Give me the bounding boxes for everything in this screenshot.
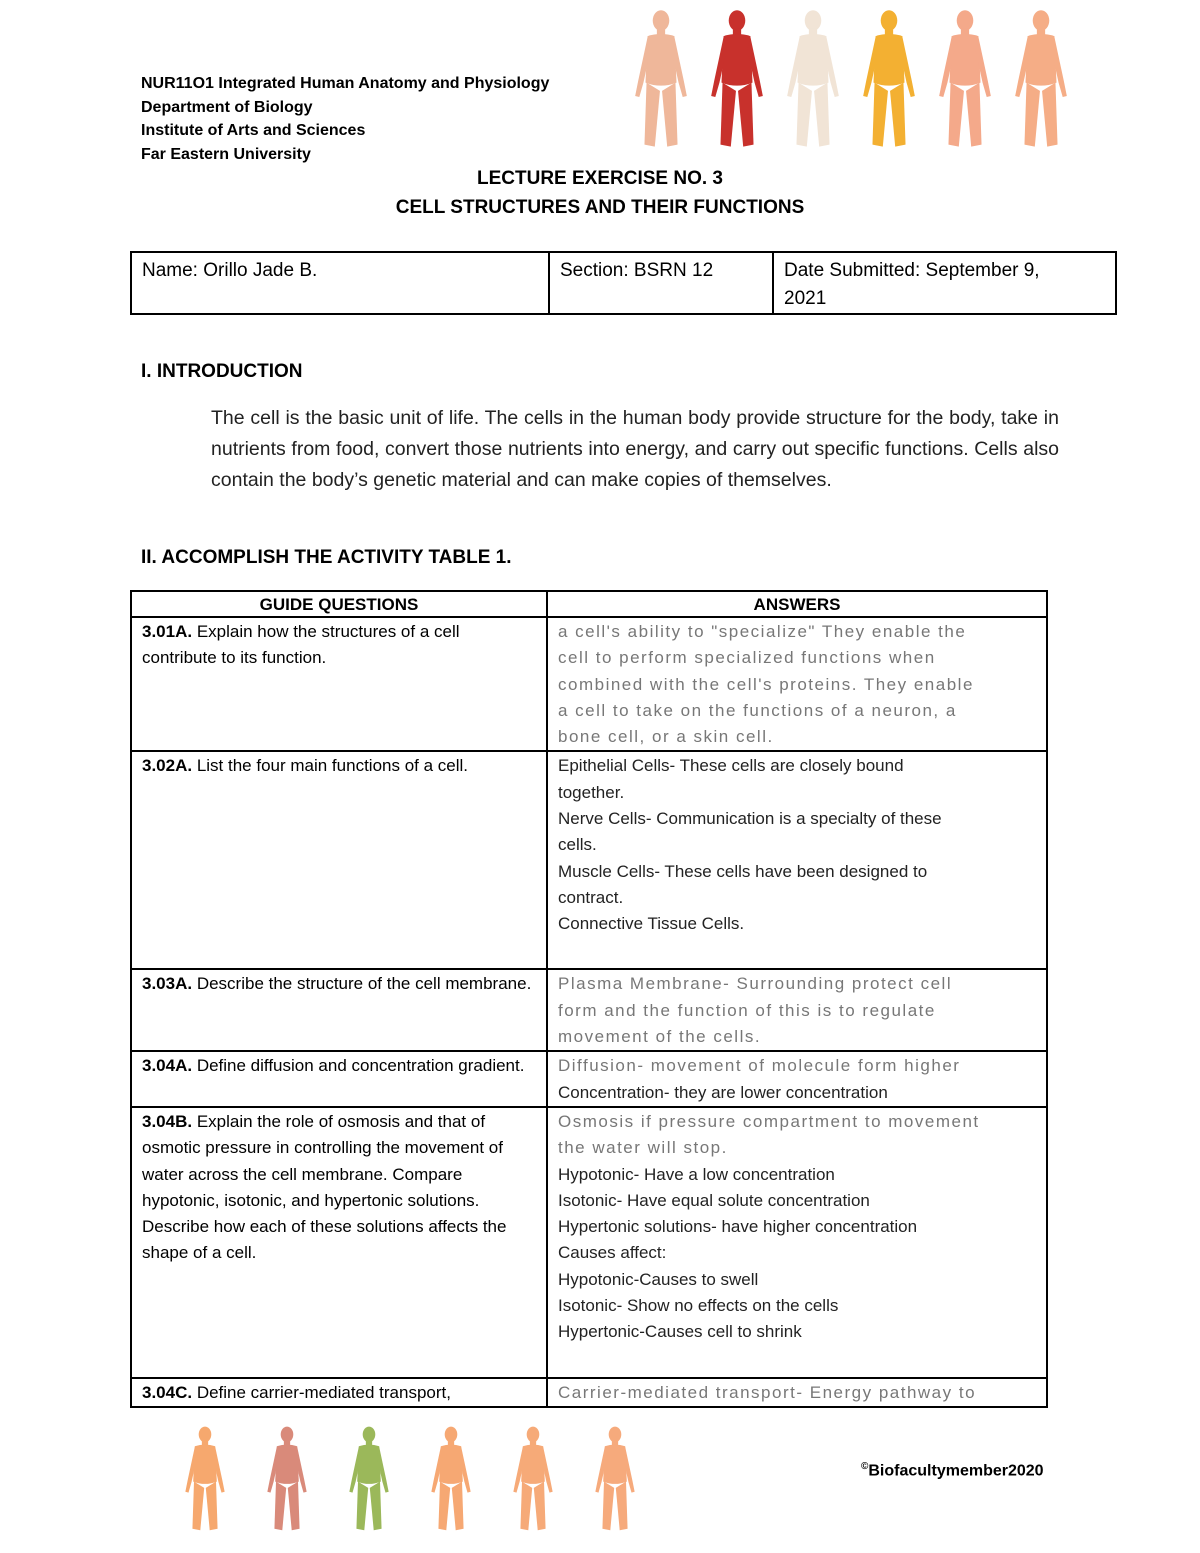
introduction-text: The cell is the basic unit of life. The cells in the human body provide structure for the body, take in nutrients from food, convert those nutrients into energy, and carry out specific functions. Cells also contain the body’s genetic material and can make copies of themselves. [211, 407, 1059, 491]
respiratory-system-figure-icon [1010, 8, 1072, 153]
course-title: NUR11O1 Integrated Human Anatomy and Physiology [141, 75, 550, 92]
university: Far Eastern University [141, 145, 311, 163]
answer-line: Carrier-mediated transport- Energy pathway to [558, 1382, 977, 1402]
question-id: 3.02A. [142, 756, 193, 776]
student-info-table [130, 251, 1117, 315]
answer-line: Connective Tissue Cells. [558, 914, 745, 934]
date-submitted [773, 252, 1116, 314]
institute: Institute of Arts and Sciences [141, 122, 366, 139]
question-text: Explain how the structures of a cell contribute to its function. [142, 622, 460, 668]
answer-line: Isotonic- Show no effects on the cells [558, 1296, 839, 1316]
question-id: 3.03A. [142, 974, 193, 994]
answer-line: bone cell, or a skin cell. [558, 727, 774, 747]
questions-column-header: GUIDE QUESTIONS [131, 591, 547, 617]
question-text: Define carrier-mediated transport, [192, 1382, 451, 1402]
skeletal-system-figure-icon [782, 8, 844, 153]
course-header [141, 72, 549, 166]
answer-cell [547, 1051, 1047, 1107]
answer-line: the water will stop. [558, 1138, 728, 1158]
question-cell [131, 617, 547, 751]
date-line-1: Date Submitted: September 9, [784, 260, 1040, 281]
table-row [131, 1051, 1047, 1107]
table-row [131, 751, 1047, 969]
lymphatic-system-figure-icon [334, 1425, 404, 1535]
table-row [131, 969, 1047, 1051]
copyright-symbol: © [861, 1461, 869, 1472]
introduction-heading: I. INTRODUCTION [141, 361, 303, 382]
answer-line: Diffusion- movement of molecule form higher [558, 1056, 961, 1076]
digestive-system-figure-icon [934, 8, 996, 153]
answer-cell [547, 751, 1047, 969]
answer-line: a cell's ability to "specialize" They enable the [558, 622, 967, 641]
urinary-system-figure-icon [416, 1425, 486, 1535]
question-id: 3.04C. [142, 1382, 193, 1402]
answer-line: Hypertonic-Causes cell to shrink [558, 1322, 802, 1342]
answer-line: a cell to take on the functions of a neuron, a [558, 700, 957, 720]
answer-line: Osmosis if pressure compartment to movement [558, 1111, 980, 1131]
answer-line: cell to perform specialized functions when [558, 648, 936, 668]
question-text: Describe the structure of the cell membrane. [192, 974, 532, 994]
question-cell [131, 751, 547, 969]
copyright-text: Biofacultymember2020 [868, 1462, 1044, 1480]
question-cell [131, 1051, 547, 1107]
question-id: 3.04B. [142, 1111, 193, 1131]
answer-line: Concentration- they are lower concentration [558, 1082, 888, 1102]
answer-line: Isotonic- Have equal solute concentration [558, 1190, 870, 1210]
question-id: 3.01A. [142, 622, 193, 641]
question-text: Explain the role of osmosis and that of osmotic pressure in controlling the movement of water across the cell membrane. Compare hypotonic, isotonic, and hypertonic solutions. Describe how each of these solutions affects the shape of a cell. [142, 1111, 507, 1263]
question-text: List the four main functions of a cell. [192, 756, 469, 776]
question-id: 3.04A. [142, 1056, 193, 1076]
answer-cell [547, 1378, 1047, 1407]
answers-column-header: ANSWERS [547, 591, 1047, 617]
answer-line: Hypotonic-Causes to swell [558, 1269, 759, 1289]
answer-line: combined with the cell's proteins. They enable [558, 674, 974, 694]
date-line-2: 2021 [784, 288, 827, 309]
question-cell [131, 1378, 547, 1407]
answer-line: Nerve Cells- Communication is a specialty of these [558, 809, 942, 829]
answer-line: Muscle Cells- These cells have been designed to [558, 861, 928, 881]
muscular-system-figure-icon [706, 8, 768, 153]
student-section: Section: BSRN 12 [549, 252, 773, 314]
answer-cell [547, 1107, 1047, 1378]
table-row [131, 617, 1047, 751]
activity-heading: II. ACCOMPLISH THE ACTIVITY TABLE 1. [141, 547, 512, 568]
body-systems-figures-top [630, 8, 1072, 153]
question-cell [131, 969, 547, 1051]
answer-line: Hypertonic solutions- have higher concentration [558, 1217, 918, 1237]
answer-line: form and the function of this is to regulate [558, 1000, 936, 1020]
table-row [131, 1107, 1047, 1378]
female-reproductive-figure-icon [580, 1425, 650, 1535]
answer-line: Epithelial Cells- These cells are closely bound [558, 756, 904, 776]
endocrine-system-figure-icon [170, 1425, 240, 1535]
answer-line: Plasma Membrane- Surrounding protect cell [558, 974, 953, 994]
activity-table [130, 590, 1048, 1408]
answer-line: contract. [558, 887, 624, 907]
answer-line: together. [558, 782, 625, 802]
answer-cell [547, 969, 1047, 1051]
copyright-notice [861, 1461, 1044, 1480]
male-reproductive-figure-icon [498, 1425, 568, 1535]
answer-line: cells. [558, 835, 597, 855]
answer-line: Hypotonic- Have a low concentration [558, 1164, 835, 1184]
answer-line: movement of the cells. [558, 1027, 762, 1047]
department: Department of Biology [141, 98, 313, 116]
table-row [131, 1378, 1047, 1407]
student-name: Name: Orillo Jade B. [131, 252, 549, 314]
question-cell [131, 1107, 547, 1378]
answer-cell [547, 617, 1047, 751]
question-text: Define diffusion and concentration gradient. [192, 1056, 525, 1076]
human-skin-figure-icon [630, 8, 692, 153]
circulatory-system-figure-icon [252, 1425, 322, 1535]
nervous-system-figure-icon [858, 8, 920, 153]
exercise-subtitle: CELL STRUCTURES AND THEIR FUNCTIONS [395, 197, 805, 218]
body-systems-figures-bottom [170, 1425, 650, 1535]
answer-line: Causes affect: [558, 1243, 667, 1263]
exercise-title: LECTURE EXERCISE NO. 3 [477, 168, 723, 189]
